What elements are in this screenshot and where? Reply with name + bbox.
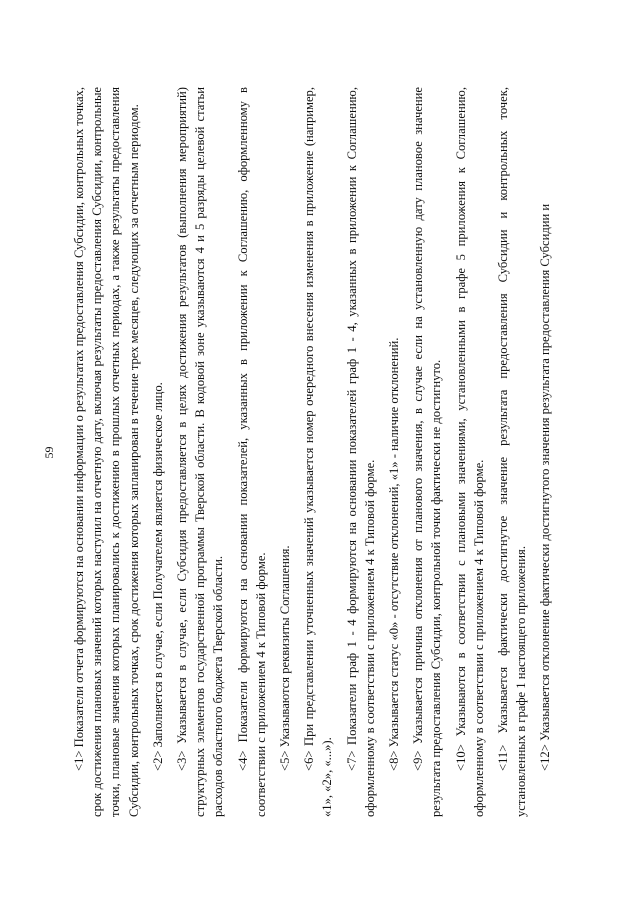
footnote-5: <5> Указываются реквизиты Соглашения. xyxy=(278,545,293,771)
page-number: 59 xyxy=(42,446,56,459)
footnote-3: <3> Указывается в случае, если Субсидия предоставляется в целях достижения результатов (выполнения мероприятий) структурных элементов государственной программы Тверской области. В кодовой зоне указываются 4 и 5 разряды целевой статьи расходов областного бюджета Тверской области. xyxy=(175,87,226,817)
footnote-6: <6> При представлении уточненных значений указывается номер очередного внесения изменения в приложение (например, «1», «2», «...»). xyxy=(302,87,335,817)
footnote-1: <1> Показатели отчета формируются на основании информации о результатах предоставления Субсидии, контрольных точках, срок достижения плановых значений которых наступил на отчетную дату, включая результаты предоставления Субсидии, контрольные точки, плановые значения которых планировались к достижению в прошлых отчетных периодах, а также результаты предоставления Субсидии, контрольных точках, срок достижения которых запланирован в течение трех месяцев, следующих за отчетным периодом. xyxy=(72,87,141,817)
footnote-4: <4> Показатели формируются на основании показателей, указанных в приложении к Соглашению, оформленному в соответствии с приложением 4 к Типовой форме. xyxy=(235,87,268,817)
footnote-9: <9> Указывается причина отклонения от планового значения, в случае если на установленную дату плановое значение результата предоставления Субсидии, контрольной точки фактически не достигнуто. xyxy=(411,87,444,817)
footnote-7: <7> Показатели граф 1 - 4 формируются на основании показателей граф 1 - 4, указанных в приложении к Соглашению, оформленному в соответствии с приложением 4 к Типовой форме. xyxy=(344,87,377,817)
footnote-2: <2> Заполняется в случае, если Получателем является физическое лицо. xyxy=(150,382,165,771)
footnotes-list xyxy=(70,87,561,817)
footnote-12: <12> Указывается отклонение фактически достигнутого значения результата предоставления Субсидии и xyxy=(538,203,553,771)
footnote-10: <10> Указываются в соответствии с плановыми значениями, установленными в графе 5 приложения к Соглашению, оформленному в соответствии с приложением 4 к Типовой форме. xyxy=(453,87,486,817)
footnote-8: <8> Указывается статус «0» - отсутствие отклонений, «1» - наличие отклонений. xyxy=(387,337,402,771)
footnote-11: <11> Указывается фактически достигнутое значение результата предоставления Субсидии и контрольных точек, установленных в графе 1 настоящего приложения. xyxy=(496,87,529,817)
